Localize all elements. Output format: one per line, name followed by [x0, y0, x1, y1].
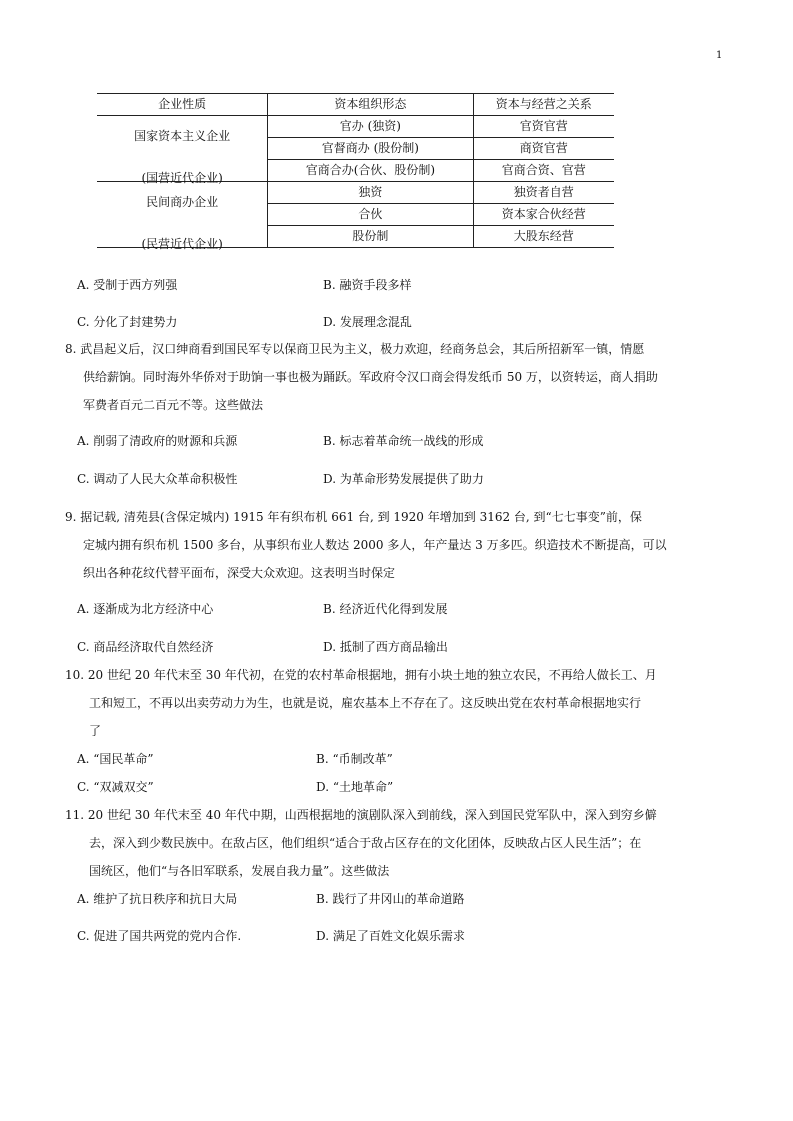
q10-option-b: B. “币制改革” — [316, 752, 393, 766]
category-note: (民营近代企业) — [141, 237, 223, 251]
q9-option-c: C. 商品经济取代自然经济 — [77, 640, 214, 654]
table-cell: 独资 — [268, 182, 473, 204]
category-note: (国营近代企业) — [141, 171, 223, 185]
q9-option-a: A. 逐渐成为北方经济中心 — [77, 602, 214, 616]
table-cell: 独资者自营 — [473, 182, 614, 204]
table-cell: 商资官营 — [473, 138, 614, 160]
q11-stem-line: 11. 20 世纪 30 年代末至 40 年代中期，山西根据地的演剧队深入到前线，深入到国民党军队中，深入到穷乡僻 — [65, 808, 657, 822]
q9-stem-line: 织出各种花纹代替平面布，深受大众欢迎。这表明当时保定 — [83, 566, 396, 580]
table-cell: 官资官营 — [473, 116, 614, 138]
category-name: 国家资本主义企业 — [134, 129, 231, 143]
q10-option-d: D. “土地革命” — [316, 780, 394, 794]
q9-stem-line: 定城内拥有织布机 1500 多台，从事织布业人数达 2000 多人，年产量达 3 万多匹。织造技术不断提高，可以 — [83, 538, 667, 552]
q9-stem-line: 9. 据记载, 清苑县(含保定城内) 1915 年有织布机 661 台, 到 1920 年增加到 3162 台, 到“七七事变”前，保 — [65, 510, 642, 524]
table-row — [97, 182, 614, 204]
table-header-cell: 资本组织形态 — [268, 94, 473, 116]
page-number: 1 — [716, 50, 723, 61]
table-cell: 大股东经营 — [513, 229, 574, 243]
table-cell: 官办 (独资) — [268, 116, 473, 138]
q9-option-d: D. 抵制了西方商品输出 — [323, 640, 448, 654]
enterprise-type-table — [97, 93, 614, 251]
table-cell: 官督商办 (股份制) — [268, 138, 473, 160]
table-cell: 官商合资、官营 — [501, 163, 586, 177]
q10-option-c: C. “双减双交” — [77, 780, 154, 794]
category-cell — [97, 116, 268, 185]
q11-option-a: A. 维护了抗日秩序和抗日大局 — [77, 892, 238, 906]
q10-stem-line: 10. 20 世纪 20 年代末至 30 年代初，在党的农村革命根据地，拥有小块土地的独立农民，不再给人做长工、月 — [65, 668, 657, 682]
q8-option-d: D. 为革命形势发展提供了助力 — [323, 472, 484, 486]
table-header-cell: 企业性质 — [158, 97, 207, 111]
q11-option-c: C. 促进了国共两党的党内合作. — [77, 929, 242, 943]
q10-option-a: A. “国民革命” — [77, 752, 154, 766]
q7-option-c: C. 分化了封建势力 — [77, 315, 178, 329]
table-row — [97, 116, 614, 138]
q7-option-a: A. 受制于西方列强 — [77, 278, 178, 292]
q11-option-b: B. 践行了井冈山的革命道路 — [316, 892, 465, 906]
table-header-cell: 资本与经营之关系 — [495, 97, 592, 111]
q7-option-d: D. 发展理念混乱 — [323, 315, 412, 329]
category-name: 民间商办企业 — [146, 195, 219, 209]
q8-stem-line: 军费者百元二百元不等。这些做法 — [83, 398, 264, 412]
q8-option-a: A. 削弱了清政府的财源和兵源 — [77, 434, 238, 448]
q8-stem-line: 8. 武昌起义后，汉口绅商看到国民军专以保商卫民为主义，极力欢迎，经商务总会，其后所招新军一镇，情愿 — [65, 342, 645, 356]
q7-option-b: B. 融资手段多样 — [323, 278, 412, 292]
table-cell: 资本家合伙经营 — [473, 204, 614, 226]
category-cell — [97, 182, 268, 251]
q8-stem-line: 供给薪饷。同时海外华侨对于助饷一事也极为踊跃。军政府令汉口商会得发纸币 50 万，以资转运，商人捐助 — [83, 370, 658, 384]
q11-stem-line: 国统区，他们“与各旧军联系，发展自我力量”。这些做法 — [89, 864, 390, 878]
q8-option-c: C. 调动了人民大众革命积极性 — [77, 472, 238, 486]
table-cell: 官商合办(合伙、股份制) — [268, 160, 473, 182]
table-header-row — [97, 94, 614, 116]
q9-option-b: B. 经济近代化得到发展 — [323, 602, 448, 616]
q11-option-d: D. 满足了百姓文化娱乐需求 — [316, 929, 465, 943]
table-cell: 股份制 — [268, 226, 473, 248]
table-cell: 合伙 — [268, 204, 473, 226]
q10-stem-line: 了 — [89, 724, 102, 738]
q8-option-b: B. 标志着革命统一战线的形成 — [323, 434, 484, 448]
q11-stem-line: 去，深入到少数民族中。在敌占区，他们组织“适合于敌占区存在的文化团体，反映敌占区人民生活”；在 — [89, 836, 642, 850]
q10-stem-line: 工和短工，不再以出卖劳动力为生，也就是说，雇农基本上不存在了。这反映出党在农村革命根据地实行 — [89, 696, 642, 710]
